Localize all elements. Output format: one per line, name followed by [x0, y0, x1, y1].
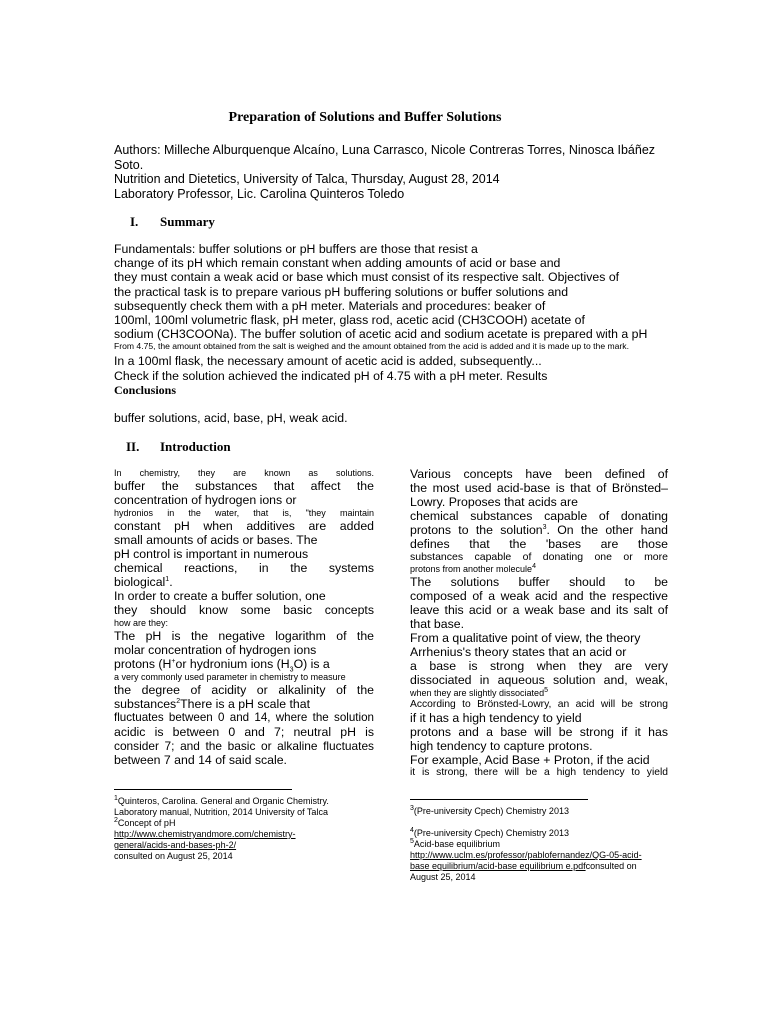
text-fragment: O) is a [293, 657, 330, 671]
summary-line: sodium (CH3COONa). The buffer solution of acetic acid and sodium acetate is prepared with a pH [114, 327, 648, 342]
text-line: protons and a base will be strong if it has [410, 725, 668, 739]
summary-line: subsequently check them with a pH meter. Materials and procedures: beaker of [114, 298, 546, 313]
text-line: According to Brönsted-Lowry, an acid will be strong [410, 699, 668, 710]
text-line: acidic is between 0 and 7; neutral pH is [114, 725, 374, 739]
text-line [114, 697, 374, 711]
text-fragment: biological [114, 575, 166, 589]
section-number: I. [130, 214, 139, 229]
summary-line: Fundamentals: buffer solutions or pH buffers are those that resist a [114, 242, 478, 256]
footnote-ref: 5 [544, 687, 548, 694]
summary-line: they must contain a weak acid or base which must consist of its respective salt. Objectives of [114, 270, 620, 285]
text-line: between 7 and 14 of said scale. [114, 753, 287, 767]
intro-right-column [410, 467, 668, 779]
footnote-1 [114, 796, 344, 818]
text-line: if it has a high tendency to yield [410, 711, 582, 725]
footnote-number: 5 [410, 838, 414, 845]
section-number: II. [126, 439, 140, 454]
text-line: composed of a weak acid and the respective [410, 589, 668, 603]
section-heading-introduction [126, 439, 231, 455]
text-line: molar concentration of hydrogen ions [114, 643, 317, 657]
text-line: small amounts of acids or bases. The [114, 533, 318, 547]
summary-line: 100ml, 100ml volumetric flask, pH meter, glass rod, acetic acid (CH3COOH) acetate of [114, 313, 585, 328]
text-line: fluctuates between 0 and 14, where the solution [114, 711, 374, 724]
text-line: chemical reactions, in the systems [114, 561, 374, 575]
summary-line: change of its pH which remain constant when adding amounts of acid or base and [114, 256, 561, 271]
footnotes-left [114, 796, 344, 862]
text-line: consider 7; and the basic or alkaline fluctuates [114, 739, 374, 753]
text-line [114, 575, 374, 589]
text-line: In order to create a buffer solution, one [114, 589, 326, 603]
text-line: Lowry. Proposes that acids are [410, 495, 578, 509]
text-line: leave this acid or a weak base and its salt of [410, 603, 668, 617]
footnote-number: 2 [114, 817, 118, 824]
text-fragment: . On the other hand [546, 523, 668, 537]
text-fragment: There is a pH scale that [180, 697, 310, 711]
text-line: it is strong, there will be a high tendency to yield [410, 767, 668, 778]
text-line: chemical substances capable of donating [410, 509, 668, 523]
footnote-2-link-wrap [114, 829, 344, 851]
superscript: + [171, 657, 176, 665]
text-line: a base is strong when they are very [410, 659, 668, 673]
section-title: Summary [160, 214, 215, 229]
text-line: For example, Acid Base + Proton, if the acid [410, 753, 650, 767]
footnote-divider [410, 799, 588, 800]
footnote-link[interactable]: http://www.uclm.es/professor/pablofernandez/QG-05-acid-base equilibrium/acid-base equilibrium e.pdf [410, 850, 642, 871]
text-fragment: protons (H [114, 657, 172, 671]
affiliation-line: Nutrition and Dietetics, University of Talca, Thursday, August 28, 2014 [114, 172, 500, 187]
footnote-ref: 2 [176, 697, 181, 705]
text-line: high tendency to capture protons. [410, 739, 593, 753]
text-line: In chemistry, they are known as solutions. [114, 468, 374, 478]
footnote-5-link-wrap [410, 850, 660, 883]
intro-left-column [114, 467, 374, 767]
text-fragment: substances [114, 697, 177, 711]
text-fragment: protons to the solution [410, 523, 543, 537]
text-line [410, 687, 668, 699]
subscript: 3 [289, 666, 294, 674]
text-fragment: or hydronium ions (H [175, 657, 290, 671]
footnote-text: Concept of pH [117, 818, 176, 828]
text-line: the degree of acidity or alkalinity of the [114, 683, 374, 697]
footnote-text: Acid-base equilibrium [413, 839, 500, 849]
footnote-number: 3 [410, 805, 414, 812]
text-line: they should know some basic concepts [114, 603, 374, 617]
footnote-3 [410, 806, 660, 817]
text-line: that base. [410, 617, 465, 631]
text-line: pH control is important in numerous [114, 547, 309, 561]
footnote-divider [114, 789, 292, 790]
footnote-ref: 3 [542, 523, 547, 531]
professor-line: Laboratory Professor, Lic. Carolina Quinteros Toledo [114, 186, 405, 201]
text-line: The solutions buffer should to be [410, 575, 668, 589]
text-line: the most used acid-base is that of Brönsted– [410, 481, 668, 495]
footnote-text: (Pre-university Cpech) Chemistry 2013 [413, 828, 569, 838]
section-heading-summary [130, 214, 215, 230]
summary-body [114, 242, 674, 425]
text-line: hydronios in the water, that is, "they maintain [114, 508, 374, 518]
summary-line: Check if the solution achieved the indicated pH of 4.75 with a pH meter. Results [114, 368, 548, 383]
document-title: Preparation of Solutions and Buffer Solutions [228, 110, 502, 125]
text-fragment: protons from another molecule [410, 564, 533, 574]
text-line [114, 657, 374, 674]
footnote-link[interactable]: http://www.chemistryandmore.com/chemistry-general/acids-and-bases-ph-2/ [114, 829, 296, 850]
footnote-ref: 4 [532, 563, 536, 570]
footnotes-right [410, 806, 660, 883]
footnote-4 [410, 828, 660, 839]
footnote-5 [410, 839, 660, 850]
text-line: defines that the 'bases are those [410, 537, 668, 551]
footnote-2 [114, 818, 344, 829]
footnote-5-consulted: consulted on August 25, 2014 [410, 861, 637, 882]
text-line: dissociated in aqueous solution and, weak, [410, 673, 668, 687]
text-line: Arrhenius's theory states that an acid or [410, 645, 627, 659]
text-fragment: . [169, 575, 173, 589]
footnote-2-consulted: consulted on August 25, 2014 [114, 851, 233, 861]
text-line: buffer the substances that affect the [114, 479, 374, 493]
footnote-text: (Pre-university Cpech) Chemistry 2013 [413, 806, 569, 816]
keywords-line: buffer solutions, acid, base, pH, weak acid. [114, 411, 348, 426]
text-line [410, 523, 668, 537]
text-line: concentration of hydrogen ions or [114, 493, 297, 507]
text-line: From a qualitative point of view, the theory [410, 631, 641, 645]
footnote-text: Quinteros, Carolina. General and Organic Chemistry. Laboratory manual, Nutrition, 2014 University of Talca [114, 796, 329, 817]
authors-line: Authors: Milleche Alburquenque Alcaíno, Luna Carrasco, Nicole Contreras Torres, Ninosca Ibáñez Soto. [114, 143, 656, 172]
text-line: The pH is the negative logarithm of the [114, 629, 374, 643]
text-line: how are they: [114, 618, 169, 628]
text-fragment: when they are slightly dissociated [410, 688, 545, 698]
summary-line: the practical task is to prepare various pH buffering solutions or buffer solutions and [114, 284, 569, 299]
text-line [410, 563, 668, 575]
text-line: a very commonly used parameter in chemistry to measure [114, 672, 346, 682]
summary-line: In a 100ml flask, the necessary amount of acetic acid is added, subsequently... [114, 354, 542, 369]
footnote-ref: 1 [165, 575, 170, 583]
footnote-number: 1 [114, 795, 118, 802]
footnote-number: 4 [410, 827, 414, 834]
authors-block [114, 143, 659, 201]
summary-small-line: From 4.75, the amount obtained from the salt is weighed and the amount obtained from the acid is added and it is made up to the mark. [114, 341, 629, 352]
text-line: constant pH when additives are added [114, 519, 374, 533]
section-title: Introduction [160, 439, 231, 454]
text-line: substances capable of donating one or more [410, 551, 668, 563]
conclusions-heading: Conclusions [114, 382, 177, 397]
text-line: Various concepts have been defined of [410, 467, 668, 481]
